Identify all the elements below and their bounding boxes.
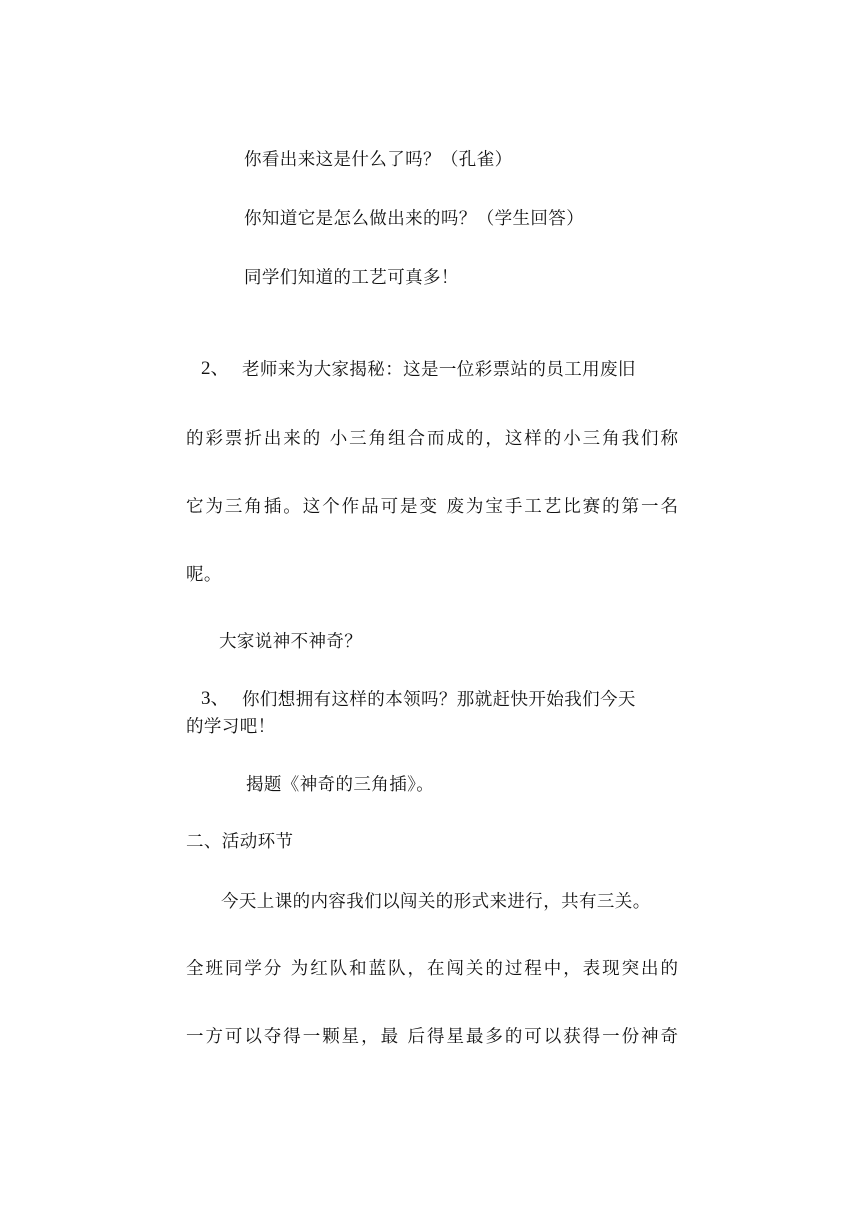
item-number-2: 2、 [201,358,230,379]
paragraph-reveal-line-4: 呢。 [186,565,222,585]
section-heading-activity: 二、活动环节 [186,832,294,852]
remark-craft: 同学们知道的工艺可真多！ [244,268,459,288]
topic-reveal: 揭题《神奇的三角插》。 [246,775,435,795]
paragraph-activity-line-1: 今天上课的内容我们以闯关的形式来进行，共有三关。 [221,892,651,912]
paragraph-reveal-line-1: 老师来为大家揭秘：这是一位彩票站的员工用废旧 [242,360,636,380]
paragraph-activity-line-3: 一方可以夺得一颗星，最 后得星最多的可以获得一份神奇 [186,1027,678,1047]
paragraph-invite-line-1: 你们想拥有这样的本领吗？那就赶快开始我们今天 [242,690,636,710]
paragraph-activity-line-2: 全班同学分 为红队和蓝队，在闯关的过程中，表现突出的 [186,959,678,979]
paragraph-reveal-line-3: 它为三角插。这个作品可是变 废为宝手工艺比赛的第一名 [186,497,678,517]
paragraph-reveal-line-2: 的彩票折出来的 小三角组合而成的，这样的小三角我们称 [186,429,678,449]
question-amazing: 大家说神不神奇？ [219,632,363,652]
question-how-made: 你知道它是怎么做出来的吗？（学生回答） [244,209,585,229]
paragraph-invite-line-2: 的学习吧！ [186,717,276,737]
question-peacock: 你看出来这是什么了吗？（孔雀） [244,150,513,170]
item-number-3: 3、 [201,688,230,709]
